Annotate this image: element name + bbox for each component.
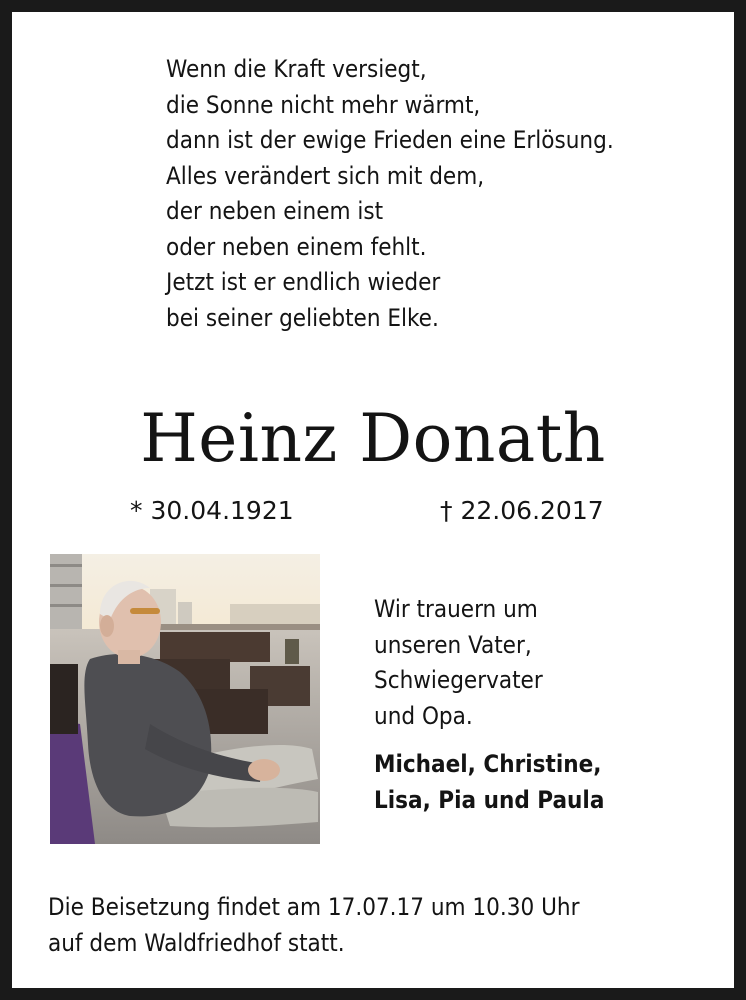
poem-line: der neben einem ist [166,197,384,225]
mourning-line: unseren Vater, [374,630,532,659]
birth-symbol: * [130,496,143,525]
death-date: 22.06.2017 [460,496,604,525]
birth-date: 30.04.1921 [150,496,294,525]
poem [166,52,614,336]
family-names [374,747,604,818]
family-line: Lisa, Pia und Paula [374,785,605,814]
poem-line: dann ist der ewige Frieden eine Erlösung. [166,126,614,154]
deceased-name: Heinz Donath [140,400,606,477]
poem-line: die Sonne nicht mehr wärmt, [166,90,481,119]
poem-line: oder neben einem fehlt. [166,232,427,261]
poem-line: bei seiner geliebten Elke. [166,303,439,332]
family-line: Michael, Christine, [374,750,602,778]
death-symbol: † [440,496,453,525]
portrait-photo [50,554,320,844]
mourning-line: und Opa. [374,701,473,730]
death-date-line [440,495,604,527]
poem-line: Alles verändert sich mit dem, [166,161,485,190]
funeral-line: auf dem Waldfriedhof statt. [48,928,345,957]
poem-line: Jetzt ist er endlich wieder [166,268,441,296]
funeral-line: Die Beisetzung findet am 17.07.17 um 10.30 Uhr [48,893,580,921]
birth-date-line [130,495,294,527]
mourning-text [374,592,543,734]
mourning-line: Wir trauern um [374,595,538,623]
mourning-line: Schwiegervater [374,666,543,694]
portrait-photo-illustration [50,554,320,844]
funeral-notice [48,890,579,961]
poem-line: Wenn die Kraft versiegt, [166,55,427,83]
